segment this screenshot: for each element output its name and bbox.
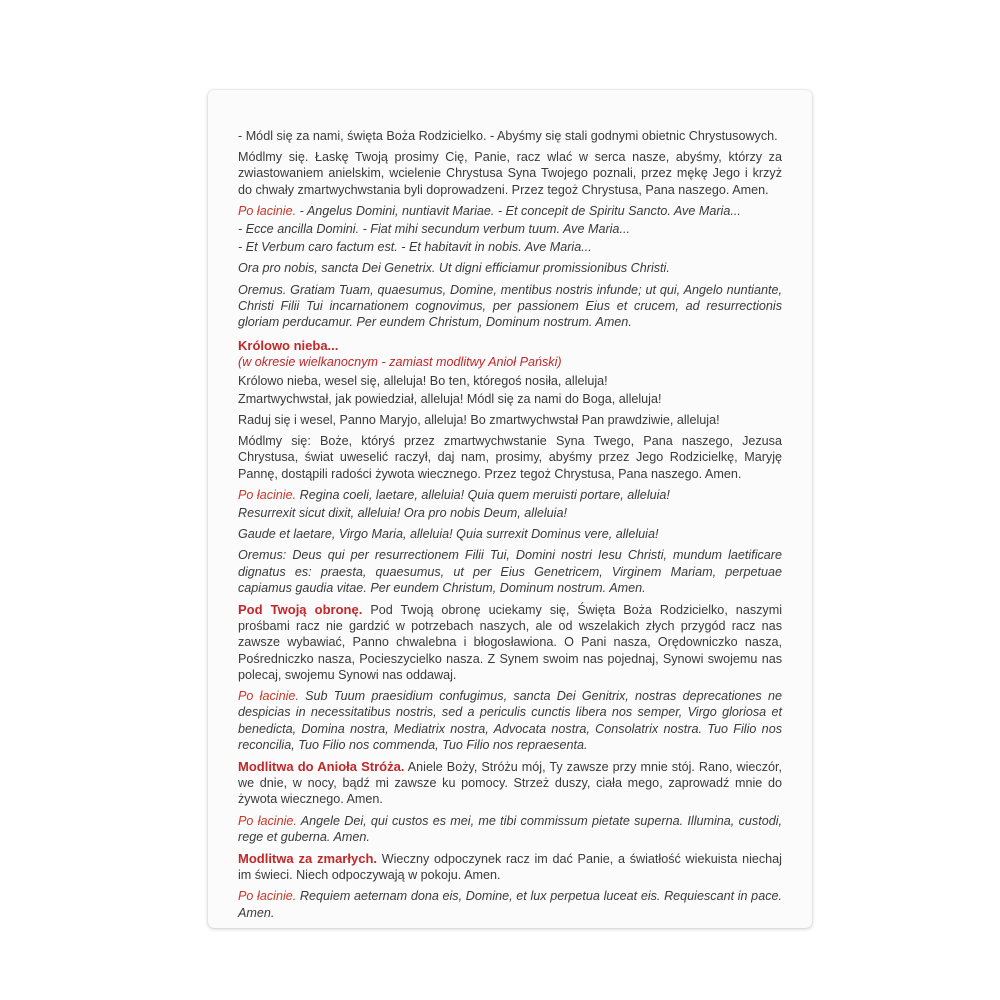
paragraph: Raduj się i wesel, Panno Maryjo, alleluja! Bo zmartwychwstał Pan prawdziwie, alleluja! (238, 413, 720, 428)
latin-paragraph: Gaude et laetare, Virgo Maria, alleluia! Quia surrexit Dominus vere, alleluia! (238, 527, 659, 542)
section-heading: Modlitwa do Anioła Stróża. (238, 758, 405, 774)
paragraph-text: Wieczny odpoczynek racz im dać Panie, a światłość wiekuista niechaj im świeci. Niech odpoczywają w pokoju. Amen. (238, 851, 782, 883)
latin-label: Po łacinie. (238, 487, 297, 502)
latin-label: Po łacinie. (238, 689, 299, 704)
latin-paragraph: Ora pro nobis, sancta Dei Genetrix. Ut digni efficiamur promissionibus Christi. (238, 261, 670, 276)
latin-paragraph (238, 813, 782, 845)
latin-paragraph: Oremus. Gratiam Tuam, quaesumus, Domine, mentibus nostris infunde; ut qui, Angelo nuntiante, Christi Filii Tui incarnationem cognovimus, per passionem Eius et crucem, ad resurrectionis gloriam perducamur. Per eundem Christum, Dominum nostrum. Amen. (238, 282, 782, 330)
prayer-card (208, 90, 812, 928)
latin-text: Angele Dei, qui custos es mei, me tibi commissum pietate superna. Illumina, custodi, rege et guberna. Amen. (238, 813, 782, 844)
paragraph: - Módl się za nami, święta Boża Rodzicielko. - Abyśmy się stali godnymi obietnic Chrystusowych. (238, 129, 778, 143)
paragraph-text: Aniele Boży, Stróżu mój, Ty zawsze przy mnie stój. Rano, wieczór, we dnie, w nocy, bądź mi zawsze ku pomocy. Strzeż duszy, ciała mego, zaprowadź mnie do żywota wiecznego. Amen. (238, 759, 782, 807)
prayer-text (238, 128, 782, 926)
section-heading: Pod Twoją obronę. (238, 602, 363, 618)
latin-text: Sub Tuum praesidium confugimus, sancta Dei Genitrix, nostras deprecationes ne despicias in necessitatibus nostris, sed a periculis cunctis libera nos semper, Virgo gloriosa et benedicta, Domina nostra, Mediatrix nostra, Advocata nostra, Consolatrix nostra. Tuo Filio nos reconcilia, Tuo Filio nos commenda, Tuo Filio nos repraesenta. (238, 689, 782, 752)
section-subheading: (w okresie wielkanocnym - zamiast modlitwy Anioł Pański) (238, 355, 562, 370)
section-heading: Królowo nieba... (238, 338, 339, 354)
latin-paragraph: Resurrexit sicut dixit, alleluia! Ora pro nobis Deum, alleluia! (238, 506, 567, 521)
paragraph: Módlmy się: Boże, któryś przez zmartwychwstanie Syna Twego, Pana naszego, Jezusa Chrystusa, świat uweselić raczył, daj nam, prosimy, abyśmy przez Jego Rodzicielkę, Maryję Pannę, dostąpili radości żywota wiecznego. Przez tegoż Chrystusa, Pana naszego. Amen. (238, 434, 782, 481)
latin-paragraph (238, 487, 782, 503)
paragraph: Módlmy się. Łaskę Twoją prosimy Cię, Panie, racz wlać w serca nasze, abyśmy, którzy za zwiastowaniem anielskim, wcielenie Chrystusa Syna Twojego poznali, przez mękę Jego i krzyż do chwały zmartwychwstania byli doprowadzeni. Przez tegoż Chrystusa, Pana naszego. Amen. (238, 150, 782, 197)
latin-label: Po łacinie. (238, 813, 297, 828)
latin-paragraph: Oremus: Deus qui per resurrectionem Filii Tui, Domini nostri Iesu Christi, mundum laetificare dignatus es: praesta, quaesumus, ut per Eius Genetricem, Virginem Mariam, perpetuae capiamus gaudia vitae. Per eundem Christum, Dominum nostrum. Amen. (238, 548, 782, 595)
latin-text: - Angelus Domini, nuntiavit Mariae. - Et concepit de Spiritu Sancto. Ave Maria... (296, 203, 741, 218)
latin-paragraph (238, 888, 782, 920)
latin-paragraph (238, 203, 782, 219)
paragraph: Zmartwychwstał, jak powiedział, alleluja! Módl się za nami do Boga, alleluja! (238, 391, 662, 406)
paragraph (238, 602, 782, 683)
paragraph-text: Pod Twoją obronę uciekamy się, Święta Boża Rodzicielko, naszymi prośbami racz nie gardzić w potrzebach naszych, ale od wszelakich złych przygód racz nas zawsze wybawiać, Panno chwalebna i błogosławiona. O Pani nasza, Orędowniczko nasza, Pośredniczko nasza, Pocieszycielko nasza. Z Synem swoim nas pojednaj, Synowi swojemu nas polecaj, swojemu Synowi nas oddawaj. (238, 603, 782, 682)
latin-label: Po łacinie. (238, 889, 297, 904)
latin-label: Po łacinie. (238, 203, 297, 218)
latin-paragraph (238, 688, 782, 753)
section-heading: Modlitwa za zmarłych. (238, 850, 377, 866)
paragraph: Królowo nieba, wesel się, alleluja! Bo ten, któregoś nosiła, alleluja! (238, 373, 608, 388)
paragraph (238, 851, 782, 883)
latin-paragraph: - Et Verbum caro factum est. - Et habitavit in nobis. Ave Maria... (238, 240, 592, 255)
latin-paragraph: - Ecce ancilla Domini. - Fiat mihi secundum verbum tuum. Ave Maria... (238, 222, 630, 237)
paragraph (238, 759, 782, 808)
latin-text: Regina coeli, laetare, alleluia! Quia quem meruisti portare, alleluia! (296, 487, 670, 502)
latin-text: Requiem aeternam dona eis, Domine, et lux perpetua luceat eis. Requiescant in pace. Amen. (238, 889, 782, 920)
